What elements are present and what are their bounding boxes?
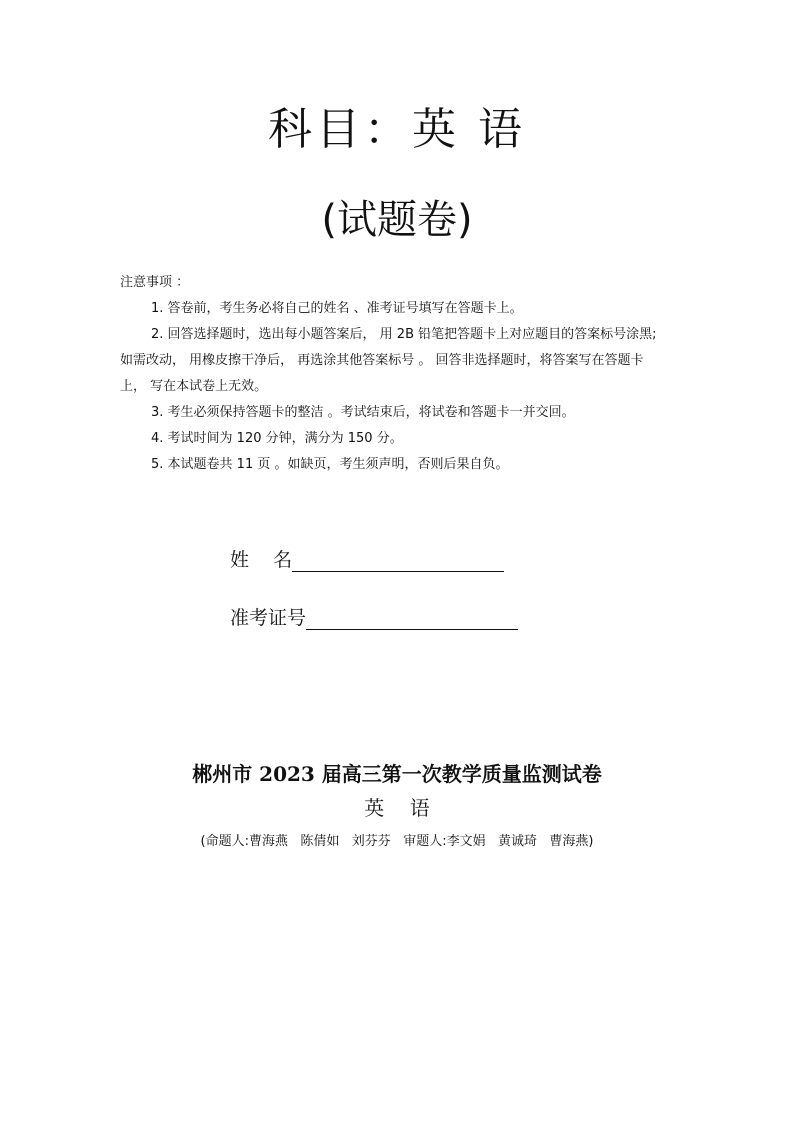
authors-line: (命题人:曹海燕 陈倩如 刘芬芬 审题人:李文娟 黄诚琦 曹海燕) [200,834,594,849]
name-field-line[interactable] [292,549,504,572]
exam-id-field-row [230,602,550,630]
notice-item: 4. 考试时间为 120 分钟，满分为 150 分。 [151,431,403,446]
name-field-row [230,544,550,572]
exam-id-field-line[interactable] [306,607,518,630]
notice-item: 3. 考生必须保持答题卡的整洁 。考试结束后，将试卷和答题卡一并交回。 [151,405,575,420]
candidate-info-fields [230,544,550,660]
notice-heading: 注意事项 ： [120,275,190,290]
exam-title: 郴州市 2023 届高三第一次教学质量监测试卷 [192,762,602,786]
notice-section [120,270,660,478]
notice-item: 1. 答卷前，考生务必将自己的姓名 、准考证号填写在答题卡上。 [151,301,523,316]
exam-id-field-label: 准考证号 [230,607,307,629]
name-field-label: 姓 名 [230,549,293,571]
exam-subject: 英 语 [364,796,430,820]
subject-title: 科目：英 语 [268,104,526,155]
notice-item: 2. 回答选择题时，选出每小题答案后， 用 2B 铅笔把答题卡上对应题目的答案标号涂黑; 如需改动， 用橡皮擦干净后， 再选涂其他答案标号 。 回答非选择题时，将答案写在答题卡上， 写在本试卷上无效。 [120,327,657,394]
notice-item: 5. 本试题卷共 11 页 。如缺页，考生须声明，否则后果自负。 [151,457,509,472]
paper-type-label: (试题卷) [321,197,473,243]
